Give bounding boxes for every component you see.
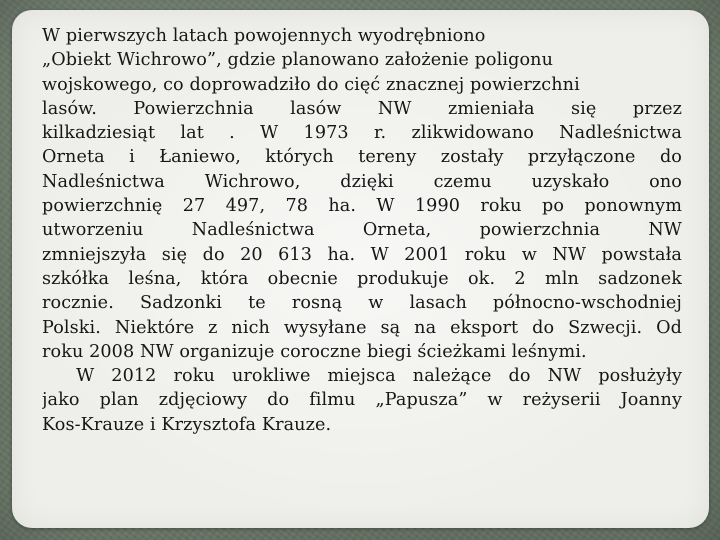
text-line: rocznie. Sadzonki te rosną w lasach północno-wschodniej <box>42 293 682 314</box>
text-line: roku 2008 NW organizuje coroczne biegi ścieżkami leśnymi. <box>42 341 587 362</box>
paragraph-1 <box>42 24 682 364</box>
text-line: zmniejszyła się do 20 613 ha. W 2001 roku w NW powstała <box>42 244 682 265</box>
text-line: Orneta i Łaniewo, których tereny zostały przyłączone do <box>42 147 682 168</box>
text-line: W 2012 roku urokliwe miejsca należące do NW posłużyły <box>42 366 682 387</box>
text-line: Polski. Niektóre z nich wysyłane są na eksport do Szwecji. Od <box>42 317 682 338</box>
text-line: szkółka leśna, która obecnie produkuje ok. 2 mln sadzonek <box>42 268 682 289</box>
text-line: Nadleśnictwa Wichrowo, dzięki czemu uzyskało ono <box>42 171 682 192</box>
text-line: Kos-Krauze i Krzysztofa Krauze. <box>42 414 332 435</box>
text-line: powierzchnię 27 497, 78 ha. W 1990 roku po ponownym <box>42 196 682 217</box>
paragraph-2 <box>42 364 682 437</box>
text-line: lasów. Powierzchnia lasów NW zmieniała się przez <box>42 98 682 119</box>
text-line: wojskowego, co doprowadziło do cięć znacznej powierzchni <box>42 74 580 95</box>
text-line: W pierwszych latach powojennych wyodrębniono <box>42 26 486 46</box>
text-line: utworzeniu Nadleśnictwa Orneta, powierzchnia NW <box>42 220 682 241</box>
body-text <box>42 24 682 529</box>
text-line: kilkadziesiąt lat . W 1973 r. zlikwidowano Nadleśnictwa <box>42 123 682 144</box>
text-line: „Obiekt Wichrowo”, gdzie planowano założenie poligonu <box>42 50 553 71</box>
text-line: jako plan zdjęciowy do filmu „Papusza” w reżyserii Joanny <box>42 390 682 411</box>
